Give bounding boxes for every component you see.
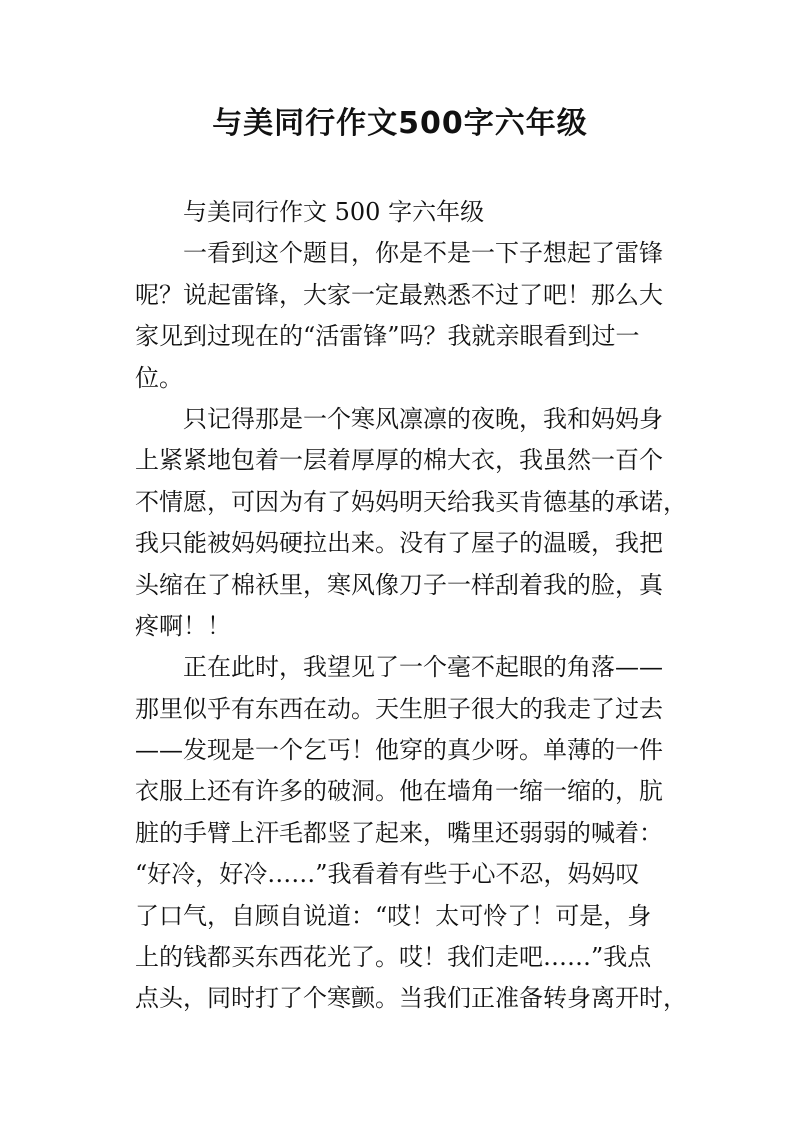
text-line: 疼啊！！ xyxy=(135,611,231,640)
text-line: 那里似乎有东西在动。天生胆子很大的我走了过去 xyxy=(135,694,663,723)
text-line: 一看到这个题目，你是不是一下子想起了雷锋 xyxy=(183,239,663,268)
text-line: 只记得那是一个寒风凛凛的夜晚，我和妈妈身 xyxy=(183,404,663,433)
text-line: 脏的手臂上汗毛都竖了起来，嘴里还弱弱的喊着： xyxy=(135,818,663,847)
text-line: 家见到过现在的“活雷锋”吗？我就亲眼看到过一 xyxy=(135,322,640,351)
text-line: 我只能被妈妈硬拉出来。没有了屋子的温暖，我把 xyxy=(135,529,663,558)
text-line: 头缩在了棉袄里，寒风像刀子一样刮着我的脸，真 xyxy=(135,570,663,599)
paragraphs xyxy=(135,233,687,1019)
text-line: 正在此时，我望见了一个毫不起眼的角落—— xyxy=(183,653,663,682)
text-line: 上紧紧地包着一层着厚厚的棉大衣，我虽然一百个 xyxy=(135,446,663,475)
paragraph xyxy=(135,647,687,1020)
text-line: 衣服上还有许多的破洞。他在墙角一缩一缩的，肮 xyxy=(135,777,663,806)
text-line: 呢？说起雷锋，大家一定最熟悉不过了吧！那么大 xyxy=(135,280,663,309)
text-line: “好冷，好冷……”我看着有些于心不忍，妈妈叹 xyxy=(135,860,640,889)
paragraph xyxy=(135,233,680,399)
paragraph xyxy=(135,399,687,647)
document-subtitle: 与美同行作文 500 字六年级 xyxy=(183,198,485,226)
text-line: 上的钱都买东西花光了。哎！我们走吧……”我点 xyxy=(135,943,652,972)
document-body xyxy=(135,192,687,1020)
text-line: 点头，同时打了个寒颤。当我们正准备转身离开时， xyxy=(135,984,687,1013)
text-line: 了口气，自顾自说道：“哎！太可怜了！可是，身 xyxy=(135,901,652,930)
text-line: ——发现是一个乞丐！他穿的真少呀。单薄的一件 xyxy=(135,736,663,765)
text-line: 位。 xyxy=(135,363,183,392)
document-title: 与美同行作文500字六年级 xyxy=(212,106,588,141)
text-line: 不情愿，可因为有了妈妈明天给我买肯德基的承诺， xyxy=(135,487,687,516)
